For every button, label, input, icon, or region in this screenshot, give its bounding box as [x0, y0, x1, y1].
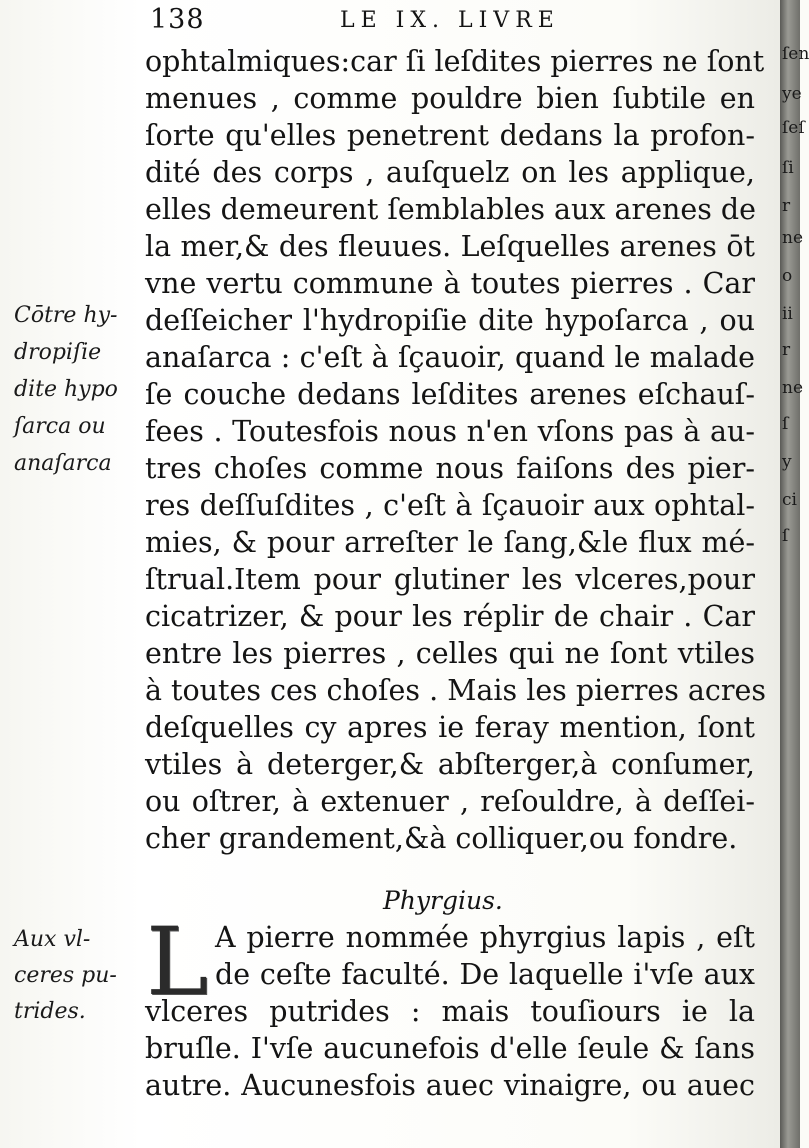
- margin-note-line: dropiſie: [14, 340, 102, 365]
- text-line: deſſeicher l'hydropiſie dite hypoſarca , ou: [145, 304, 755, 337]
- edge-text: r: [782, 196, 791, 216]
- text-line: vne vertu commune à toutes pierres . Car: [145, 267, 755, 300]
- edge-text: ne: [782, 228, 804, 248]
- edge-text: ne: [782, 378, 804, 398]
- text-line: la mer,& des fleuues. Leſquelles arenes ōt: [145, 230, 755, 263]
- edge-text: ci: [782, 490, 797, 510]
- facing-page-edge: [780, 0, 809, 1148]
- text-line: menues , comme pouldre bien ſubtile en: [145, 82, 755, 115]
- running-title: LE IX. LIVRE: [340, 8, 560, 33]
- running-head: [150, 4, 770, 38]
- text-line: fees . Toutesfois nous n'en vſons pas à au-: [145, 415, 755, 448]
- edge-text: ſeſ: [782, 118, 805, 138]
- text-line: autre. Aucunesfois auec vinaigre, ou auec: [145, 1069, 755, 1102]
- margin-note-line: trides.: [14, 999, 86, 1024]
- page-number: 138: [150, 4, 205, 35]
- section-heading: Phyrgius.: [383, 886, 503, 915]
- text-line: ſtrual.Item pour glutiner les vlceres,pour: [145, 563, 755, 596]
- text-line: mies, & pour arreſter le ſang,&le flux mé-: [145, 526, 755, 559]
- text-line: entre les pierres , celles qui ne ſont vtiles: [145, 637, 755, 670]
- text-line: ſorte qu'elles penetrent dedans la profon-: [145, 119, 755, 152]
- text-line: ſe couche dedans leſdites arenes eſchauſ-: [145, 378, 755, 411]
- edge-text: r: [782, 340, 791, 360]
- text-line: de ceſte faculté. De laquelle i'vſe aux: [215, 958, 755, 991]
- text-line: tres choſes comme nous faiſons des pier-: [145, 452, 755, 485]
- edge-text: ye: [782, 84, 802, 104]
- margin-note-line: dite hypo: [14, 377, 118, 402]
- text-line: res deſſuſdites , c'eſt à ſçauoir aux ophtal-: [145, 489, 755, 522]
- text-line: ophtalmiques:car ſi leſdites pierres ne ſont: [145, 45, 765, 78]
- text-line: cher grandement,&à colliquer,ou fondre.: [145, 822, 738, 855]
- edge-text: ſ: [782, 414, 789, 434]
- margin-note-line: ceres pu-: [14, 963, 117, 988]
- text-line: ou oſtrer, à extenuer , reſouldre, à deſſei-: [145, 785, 755, 818]
- margin-note-line: Cōtre hy-: [14, 303, 118, 328]
- text-line: deſquelles cy apres ie feray mention, ſont: [145, 711, 755, 744]
- edge-text: y: [782, 452, 792, 472]
- text-line: anaſarca : c'eſt à ſçauoir, quand le malade: [145, 341, 755, 374]
- edge-text: o: [782, 266, 793, 286]
- margin-note-line: ſarca ou: [14, 414, 106, 439]
- text-line: cicatrizer, & pour les réplir de chair . Car: [145, 600, 755, 633]
- edge-text: ſen: [782, 44, 809, 64]
- edge-text: ſi: [782, 158, 794, 178]
- edge-text: ſ: [782, 526, 789, 546]
- drop-cap: L: [146, 908, 209, 1017]
- text-line: elles demeurent ſemblables aux arenes de: [145, 193, 757, 226]
- edge-text: ii: [782, 304, 793, 324]
- text-line: bruſle. I'vſe aucunefois d'elle ſeule & ſans: [145, 1032, 755, 1065]
- text-line: vlceres putrides : mais touſiours ie la: [145, 995, 755, 1028]
- margin-note-line: anaſarca: [14, 451, 112, 476]
- margin-note-line: Aux vl-: [14, 927, 91, 952]
- text-line: vtiles à deterger,& abſterger,à conſumer,: [145, 748, 755, 781]
- text-line: à toutes ces choſes . Mais les pierres acres: [145, 674, 766, 707]
- text-line: dité des corps , auſquelz on les applique,: [145, 156, 755, 189]
- text-line: A pierre nommée phyrgius lapis , eſt: [215, 921, 755, 954]
